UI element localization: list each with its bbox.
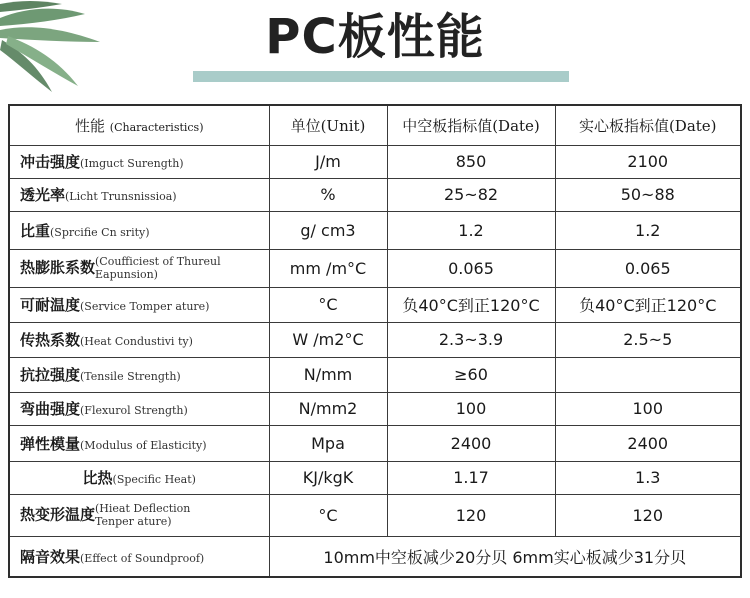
property-cell (9, 425, 269, 461)
property-en-line2: Eapunsion) (95, 268, 158, 281)
property-cell (9, 211, 269, 249)
property-en: (Specific Heat) (112, 473, 196, 486)
property-en: (Heat Condustivi ty) (80, 335, 193, 348)
table-row (9, 322, 741, 357)
spec-table (8, 104, 742, 578)
solid-value-cell: 2400 (555, 425, 741, 461)
unit-cell: N/mm2 (269, 392, 387, 425)
header-unit: 单位(Unit) (269, 105, 387, 145)
property-cn: 热膨胀系数 (20, 258, 96, 277)
hollow-value-cell: 1.2 (387, 211, 555, 249)
property-cn: 抗拉强度 (20, 366, 81, 384)
header-property-en: (Characteristics) (109, 120, 204, 134)
solid-value-cell: 120 (555, 494, 741, 536)
property-cn: 比热 (82, 469, 113, 487)
unit-cell: KJ/kgK (269, 461, 387, 494)
solid-value-cell: 负40°C到正120°C (555, 287, 741, 322)
hollow-value-cell: 120 (387, 494, 555, 536)
table-row (9, 287, 741, 322)
unit-cell: W /m2°C (269, 322, 387, 357)
table-row (9, 178, 741, 211)
property-cn: 弯曲强度 (20, 400, 81, 418)
property-en: (Licht Trunsnissioa) (65, 190, 177, 203)
property-en-block (95, 255, 221, 281)
unit-cell: °C (269, 287, 387, 322)
property-en: (Imguct Surength) (80, 157, 184, 170)
property-cell (9, 536, 269, 577)
property-cn: 传热系数 (20, 331, 81, 349)
property-cn: 比重 (20, 221, 51, 240)
solid-value-cell: 100 (555, 392, 741, 425)
property-cn: 冲击强度 (20, 153, 81, 171)
header-property-cn: 性能 (74, 116, 105, 135)
hollow-value-cell: 1.17 (387, 461, 555, 494)
property-en: (Sprcifie Cn srity) (50, 225, 150, 239)
header-solid: 实心板指标值(Date) (555, 105, 741, 145)
table-row (9, 145, 741, 178)
unit-cell: J/m (269, 145, 387, 178)
table-row (9, 357, 741, 392)
property-en: (Flexurol Strength) (80, 404, 188, 417)
property-en: (Modulus of Elasticity) (80, 438, 207, 452)
solid-value-cell: 1.3 (555, 461, 741, 494)
table-row (9, 461, 741, 494)
header-hollow: 中空板指标值(Date) (387, 105, 555, 145)
solid-value-cell: 2100 (555, 145, 741, 178)
hollow-value-cell: 25~82 (387, 178, 555, 211)
solid-value-cell: 2.5~5 (555, 322, 741, 357)
hollow-value-cell: 100 (387, 392, 555, 425)
property-en: (Effect of Soundproof) (80, 551, 205, 565)
unit-cell: mm /m°C (269, 249, 387, 287)
property-en: (Tensile Strength) (80, 370, 181, 383)
hollow-value-cell: 0.065 (387, 249, 555, 287)
property-en: (Hieat Deflection (95, 502, 191, 515)
unit-cell: °C (269, 494, 387, 536)
property-cell (9, 494, 269, 536)
property-cn: 热变形温度 (20, 505, 96, 524)
page-title: PC板性能 (265, 9, 485, 65)
table-row-soundproof (9, 536, 741, 577)
property-cn: 可耐温度 (20, 296, 81, 314)
property-cell (9, 322, 269, 357)
property-cell (9, 249, 269, 287)
property-en-block (95, 502, 190, 528)
property-en-line2: Tenper ature) (95, 515, 172, 528)
table-row (9, 249, 741, 287)
table-row (9, 425, 741, 461)
table-row (9, 494, 741, 536)
property-cell (9, 178, 269, 211)
property-cell (9, 357, 269, 392)
solid-value-cell: 50~88 (555, 178, 741, 211)
soundproof-value-cell: 10mm中空板减少20分贝 6mm实心板减少31分贝 (269, 536, 741, 577)
property-en: (Coufficiest of Thureul (95, 255, 221, 268)
unit-cell: Mpa (269, 425, 387, 461)
header-property (9, 105, 269, 145)
hollow-value-cell: 负40°C到正120°C (387, 287, 555, 322)
hollow-value-cell: 2.3~3.9 (387, 322, 555, 357)
title-underline-bar (193, 71, 569, 82)
table-row (9, 392, 741, 425)
solid-value-cell: 1.2 (555, 211, 741, 249)
property-cell (9, 392, 269, 425)
spec-table-body (9, 105, 741, 577)
unit-cell: % (269, 178, 387, 211)
unit-cell: N/mm (269, 357, 387, 392)
solid-value-cell: 0.065 (555, 249, 741, 287)
hollow-value-cell: ≥60 (387, 357, 555, 392)
property-cell (9, 145, 269, 178)
property-cell (9, 287, 269, 322)
property-cn: 隔音效果 (20, 547, 81, 566)
hollow-value-cell: 2400 (387, 425, 555, 461)
table-header-row (9, 105, 741, 145)
hollow-value-cell: 850 (387, 145, 555, 178)
unit-cell: g/ cm3 (269, 211, 387, 249)
table-row (9, 211, 741, 249)
solid-value-cell (555, 357, 741, 392)
property-cn: 弹性模量 (20, 434, 81, 453)
property-cell (9, 461, 269, 494)
property-en: (Service Tomper ature) (80, 300, 210, 313)
property-cn: 透光率 (20, 186, 66, 204)
